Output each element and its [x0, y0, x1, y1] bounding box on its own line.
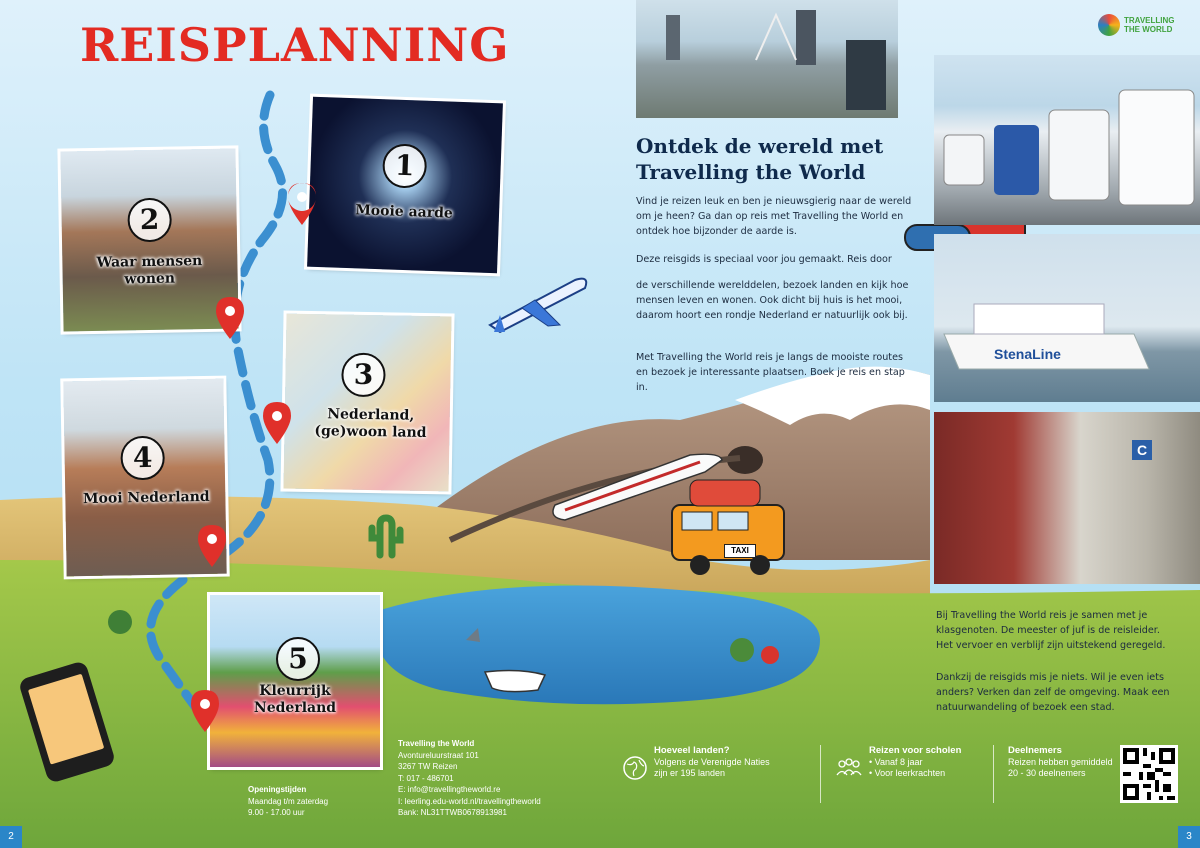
brand-logo [1098, 14, 1175, 36]
stop-4-number: 4 [120, 436, 165, 481]
ferry-photo [934, 234, 1200, 402]
city-skyline-photo [636, 0, 898, 118]
page-number-right: 3 [1178, 826, 1200, 848]
opening-hours [248, 784, 328, 819]
page-number-left: 2 [0, 826, 22, 848]
stop-2-number: 2 [127, 198, 172, 243]
contact-bank: Bank: NL31TTWB0678913981 [398, 808, 507, 817]
contact-web[interactable]: I: leerling.edu-world.nl/travellingtheworld [398, 796, 541, 806]
facts-bar [622, 745, 1180, 803]
stop-5-number: 5 [276, 637, 320, 681]
intro-paragraph-4: Met Travelling the World reis je langs de mooiste routes en bezoek je interessante plaatsen. Boek je reis en stap in. [636, 352, 905, 393]
stop-3-photo [283, 314, 451, 492]
contact-name: Travelling the World [398, 739, 475, 748]
fact-countries-line1: Volgens de Verenigde Naties [654, 756, 770, 767]
contact-city: 3267 TW Reizen [398, 762, 458, 771]
stop-3-label: Nederland, (ge)woon land [314, 406, 427, 442]
lake [376, 586, 820, 705]
opening-days: Maandag t/m zaterdag [248, 796, 329, 806]
skyline-shapes [636, 0, 898, 118]
fact-schools-line1: • Vanaf 8 jaar [869, 756, 923, 767]
qr-code[interactable] [1120, 745, 1178, 803]
opening-hours-time: 9.00 - 17.00 uur [248, 808, 305, 817]
buses-shapes [934, 55, 1200, 225]
logo-line1: TRAVELLING [1124, 16, 1175, 25]
group-icon [835, 755, 863, 781]
taxi-sign: TAXI [724, 544, 756, 558]
fact-countries [622, 745, 821, 803]
platform-sign: C [1132, 440, 1152, 460]
contact-block [398, 738, 541, 819]
fact-schools [835, 745, 994, 803]
stop-1-number: 1 [382, 143, 428, 189]
train-station-photo [934, 412, 1200, 584]
stop-4-photo [63, 379, 226, 577]
stop-1-label: Mooie aarde [355, 202, 454, 222]
intro-paragraph-1: Vind je reizen leuk en ben je nieuwsgierig naar de wereld om je heen? Ga dan op reis met Travelling the World en ontdek hoe bijzonder de aarde is. [636, 196, 912, 237]
stop-2-photo [60, 148, 238, 331]
fact-participants-line1: Reizen hebben gemiddeld [1008, 756, 1113, 767]
intro-paragraph-3: de verschillende werelddelen, bezoek landen en kijk hoe mensen leven en wonen. Ook dicht bij huis is het mooi, daarom hoort een rondje Nederland er natuurlijk ook bij. [636, 280, 909, 321]
fact-schools-title: Reizen voor scholen [869, 745, 962, 756]
qr-code-icon [1123, 748, 1175, 800]
stop-5-label: Kleurrijk Nederland [253, 683, 337, 716]
ferry-shapes [934, 234, 1200, 402]
fact-participants-line2: 20 - 30 deelnemers [1008, 768, 1086, 778]
phone-map-screen [28, 674, 104, 765]
opening-title: Openingstijden [248, 785, 307, 794]
stop-4-label: Mooi Nederland [82, 488, 210, 508]
boat [485, 671, 545, 692]
intro-paragraph-2: Deze reisgids is speciaal voor jou gemaakt. Reis door [636, 254, 892, 265]
section-heading: Ontdek de wereld met Travelling the World [636, 134, 884, 184]
lower-paragraph-2: Dankzij de reisgids mis je niets. Wil je even iets anders? Verken dan zelf de omgeving. Maak een natuurwandeling of bezoek een stad. [936, 672, 1170, 713]
stop-2-label: Waar mensen wonen [96, 253, 203, 288]
bush [730, 638, 754, 662]
fact-participants-title: Deelnemers [1008, 745, 1062, 756]
lower-paragraph-1: Bij Travelling the World reis je samen met je klasgenoten. De meester of juf is de reisleider. Het vervoer en verblijf zijn uitstekend geregeld. [936, 610, 1166, 651]
stop-5-photo [210, 595, 380, 767]
fact-schools-line2: • Voor leerkrachten [869, 768, 946, 778]
stop-3-number: 3 [341, 353, 386, 398]
contact-street: Avontureluurstraat 101 [398, 750, 479, 760]
fact-countries-line2: zijn er 195 landen [654, 768, 726, 778]
contact-email[interactable]: E: info@travellingtheworld.re [398, 785, 501, 794]
logo-line2: THE WORLD [1124, 25, 1173, 34]
globe-logo-icon [1098, 14, 1120, 36]
page-title: REISPLANNING [80, 18, 510, 72]
buses-photo [934, 55, 1200, 225]
ferry-brand-text: StenaLine [994, 346, 1061, 362]
contact-phone: T: 017 - 486701 [398, 773, 454, 783]
globe-icon [622, 755, 648, 781]
fact-countries-title: Hoeveel landen? [654, 745, 730, 756]
bush [108, 610, 132, 634]
airplane-illustration [490, 279, 586, 332]
stop-1-photo [307, 97, 503, 274]
